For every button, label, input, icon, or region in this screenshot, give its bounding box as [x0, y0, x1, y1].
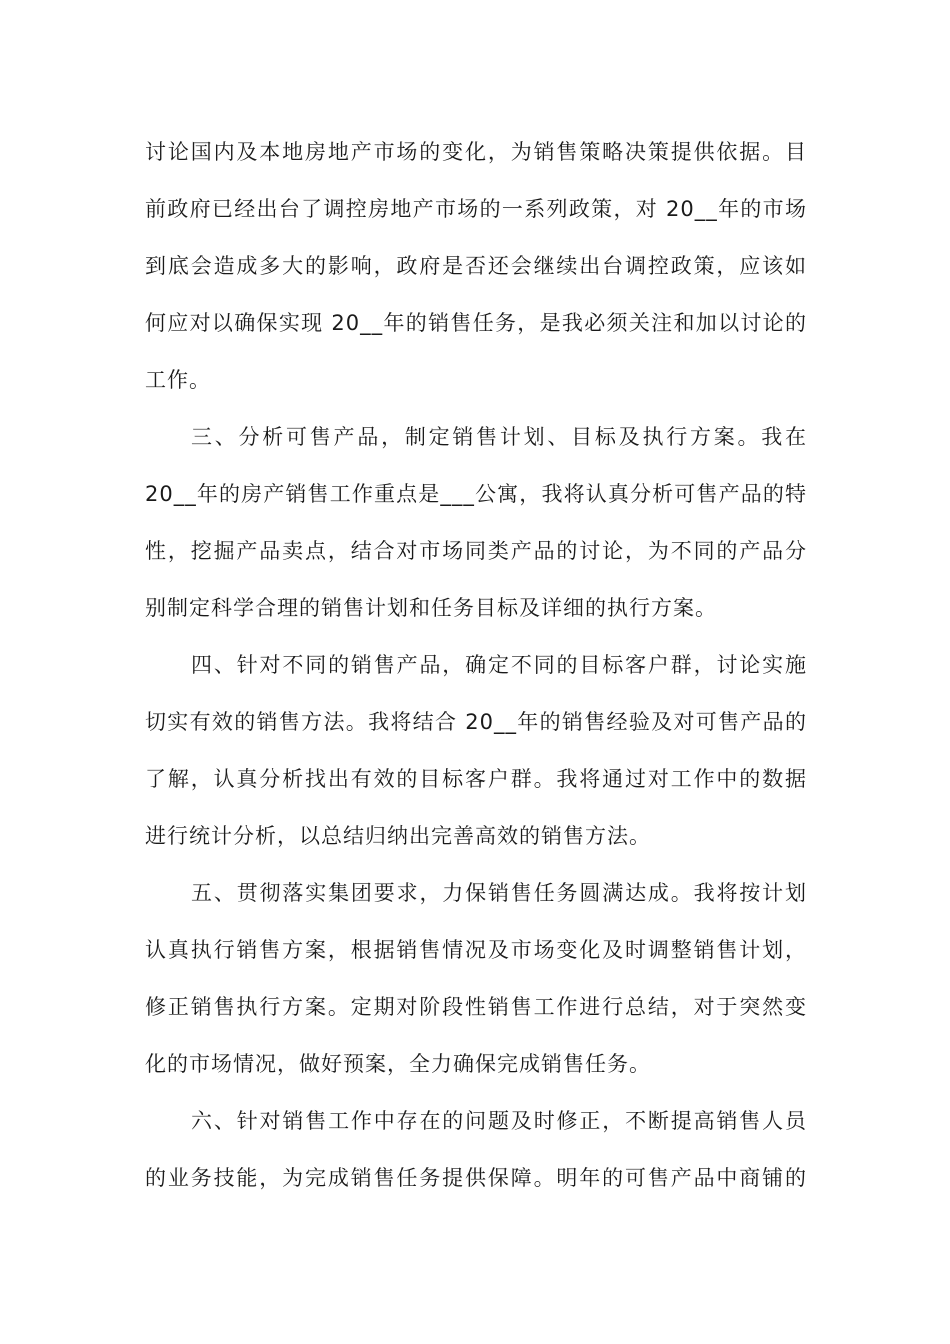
paragraph-heading-3: 三、分析可售产品，制定销售计划、目标及执行方案。我在 — [191, 425, 807, 449]
text-line: 认真执行销售方案，根据销售情况及市场变化及时调整销售计划， — [145, 938, 807, 962]
document-body — [145, 128, 807, 1211]
text-line: 的业务技能，为完成销售任务提供保障。明年的可售产品中商铺的 — [145, 1166, 807, 1190]
text-line: 性，挖掘产品卖点，结合对市场同类产品的讨论，为不同的产品分 — [145, 539, 807, 563]
text-line: 前政府已经出台了调控房地产市场的一系列政策，对 20__年的市场 — [145, 197, 807, 221]
text-line: 讨论国内及本地房地产市场的变化，为销售策略决策提供依据。目 — [145, 140, 807, 164]
text-line: 切实有效的销售方法。我将结合 20__年的销售经验及对可售产品的 — [145, 710, 807, 734]
text-line: 别制定科学合理的销售计划和任务目标及详细的执行方案。 — [145, 596, 717, 620]
paragraph-heading-5: 五、贯彻落实集团要求，力保销售任务圆满达成。我将按计划 — [191, 881, 807, 905]
text-line: 工作。 — [145, 368, 211, 392]
paragraph-heading-6: 六、针对销售工作中存在的问题及时修正，不断提高销售人员 — [191, 1109, 807, 1133]
text-line: 进行统计分析，以总结归纳出完善高效的销售方法。 — [145, 824, 651, 848]
text-line: 到底会造成多大的影响，政府是否还会继续出台调控政策，应该如 — [145, 254, 807, 278]
text-line: 化的市场情况，做好预案，全力确保完成销售任务。 — [145, 1052, 651, 1076]
text-line: 了解，认真分析找出有效的目标客户群。我将通过对工作中的数据 — [145, 767, 807, 791]
text-line: 20__年的房产销售工作重点是___公寓，我将认真分析可售产品的特 — [145, 482, 807, 506]
paragraph-heading-4: 四、针对不同的销售产品，确定不同的目标客户群，讨论实施 — [191, 653, 807, 677]
text-line: 何应对以确保实现 20__年的销售任务，是我必须关注和加以讨论的 — [145, 311, 807, 335]
text-line: 修正销售执行方案。定期对阶段性销售工作进行总结，对于突然变 — [145, 995, 807, 1019]
